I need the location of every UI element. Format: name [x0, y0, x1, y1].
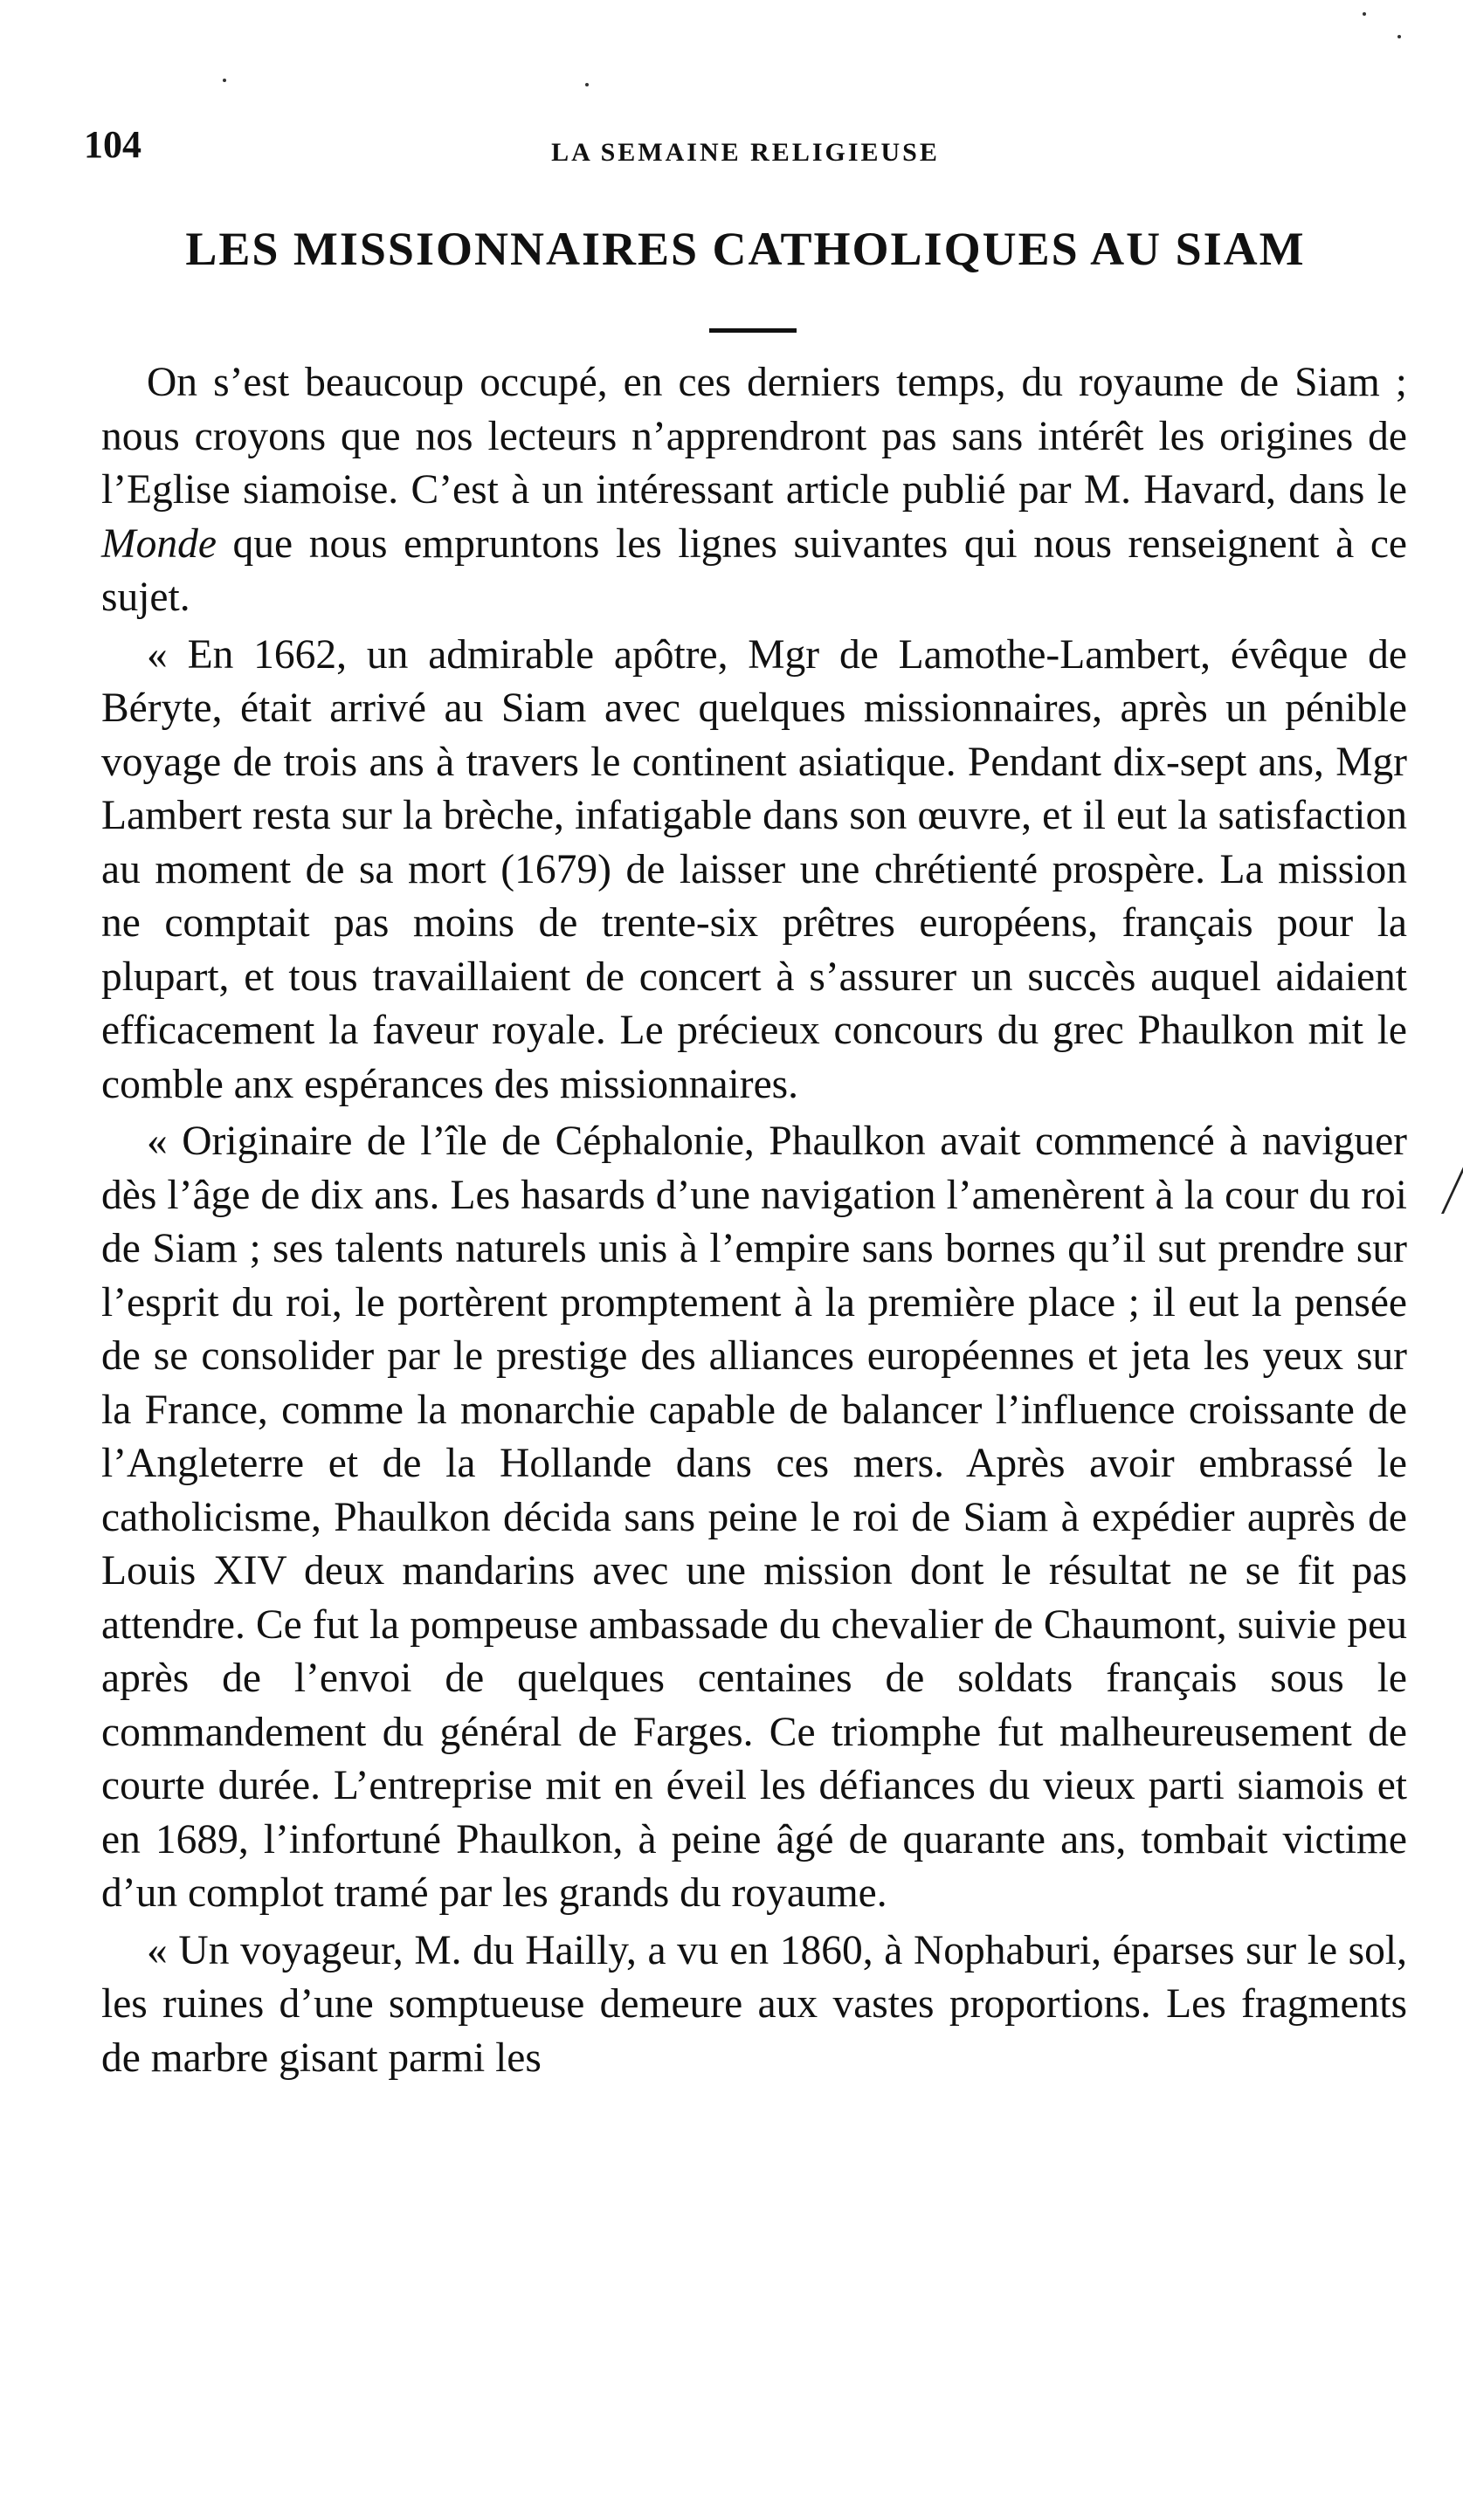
running-head: LA SEMAINE RELIGIEUSE: [551, 138, 940, 167]
page-number: 104: [84, 123, 141, 166]
title-divider: [709, 328, 797, 333]
article-title: LES MISSIONNAIRES CATHOLIQUES AU SIAM: [185, 223, 1306, 275]
journal-name: Monde: [101, 520, 217, 567]
paragraph-intro-text: On s’est beaucoup occupé, en ces derniers temps, du royaume de Siam ; nous croyons que nos lecteurs n’apprendront pas sans intérêt les origines de l’Eglise siamoise. C’est à un intéressant article publié par M. Havard, dans le: [101, 360, 1407, 513]
paragraph-lambert: « En 1662, un admirable apôtre, Mgr de Lamothe-Lambert, évêque de Béryte, était arrivé au Siam avec quelques missionnaires, après un pénible voyage de trois ans à travers le continent asiatique. Pendant dix-sept ans, Mgr Lambert resta sur la brèche, infatigable dans son œuvre, et il eut la satisfaction au moment de sa mort (1679) de laisser une chrétienté prospère. La mission ne comptait pas moins de trente-six prêtres européens, français pour la plupart, et tous travaillaient de concert à s’assurer un succès auquel aidaient efficacement la faveur royale. Le précieux concours du grec Phaulkon mit le comble anx espérances des missionnaires.: [101, 631, 1407, 1107]
paragraph-intro-text-end: que nous empruntons les lignes suivantes qui nous renseignent à ce sujet.: [101, 520, 1407, 620]
margin-scan-mark: [1441, 1161, 1463, 1214]
article-body: [101, 356, 1407, 2089]
scan-speck: [1397, 35, 1401, 38]
scan-speck: [223, 79, 226, 82]
page-header: [84, 122, 1407, 175]
scan-speck: [1363, 12, 1366, 16]
scan-speck: [585, 83, 589, 86]
paragraph-intro: [101, 356, 1407, 625]
paragraph-hailly: « Un voyageur, M. du Hailly, a vu en 1860, à Nophaburi, éparses sur le sol, les ruines d’une somptueuse demeure aux vastes proportions. Les fragments de marbre gisant parmi les: [101, 1927, 1407, 2081]
paragraph-phaulkon: « Originaire de l’île de Céphalonie, Phaulkon avait commencé à naviguer dès l’âge de dix ans. Les hasards d’une navigation l’amenèrent à la cour du roi de Siam ; ses talents naturels unis à l’empire sans bornes qu’il sut prendre sur l’esprit du roi, le portèrent promptement à la première place ; il eut la pensée de se consolider par le prestige des alliances européennes et jeta les yeux sur la France, comme la monarchie capable de balancer l’influence croissante de l’Angleterre et de la Hollande dans ces mers. Après avoir embrassé le catholicisme, Phaulkon décida sans peine le roi de Siam à expédier auprès de Louis XIV deux mandarins avec une mission dont le résultat ne se fit pas attendre. Ce fut la pompeuse ambassade du chevalier de Chaumont, suivie peu après de l’envoi de quelques centaines de soldats français sous le commandement du général de Farges. Ce triomphe fut malheureusement de courte durée. L’entreprise mit en éveil les défiances du vieux parti siamois et en 1689, l’infortuné Phaulkon, à peine âgé de quarante ans, tombait victime d’un complot tramé par les grands du royaume.: [101, 1119, 1407, 1916]
